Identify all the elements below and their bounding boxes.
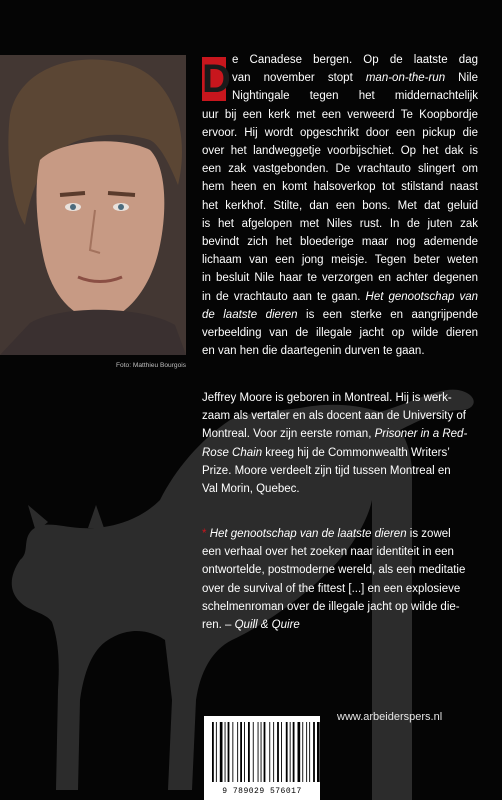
text-run: Nightingale tegen het middernachtelijk [232, 90, 478, 103]
text-run: over het landweggetje voorbijschiet. Op het dak is [202, 145, 478, 158]
text-line [202, 124, 478, 142]
text-run: is het afgelopen met Niles rust. In de juten zak [202, 217, 478, 230]
barcode-bar [302, 722, 303, 782]
publisher-website: www.arbeiderspers.nl [337, 711, 443, 723]
barcode-bar [313, 722, 315, 782]
text-line [202, 142, 478, 160]
text-line [202, 269, 478, 287]
text-line [202, 561, 484, 579]
text-line [202, 324, 478, 342]
text-run: e Canadese bergen. Op de laatste dag [232, 54, 478, 66]
text-line [202, 197, 478, 215]
book-blurb [202, 51, 478, 360]
barcode-bar [216, 722, 217, 782]
text-run: Montreal. Voor zijn eerste roman, [202, 428, 375, 441]
text-run: schelmenroman over de illegale jacht op wilde die- [202, 600, 460, 613]
text-line [202, 215, 478, 233]
text-run: ontwortelde, postmoderne wereld, als een meditatie [202, 564, 466, 577]
text-run: zaam als vertaler en als docent aan de University of [202, 410, 466, 423]
text-run: verbeelding van de illegale jacht op wilde dieren [202, 327, 478, 340]
text-line [202, 51, 478, 69]
italic-text: Het genootschap van [365, 290, 478, 303]
text-line [202, 598, 484, 616]
text-run: ren. – [202, 619, 235, 632]
text-run: bevindt zich het bloederige maar nog ademende [202, 236, 478, 249]
review-quote [202, 525, 484, 634]
barcode-bar [309, 722, 310, 782]
text-run: het kerkhof. Stilte, dan een bons. Met dat geluid [202, 199, 478, 212]
isbn-number: 9 789029 576017 [222, 787, 302, 796]
barcode-bar [244, 722, 245, 782]
barcode-bar [306, 722, 307, 782]
barcode-bar [220, 722, 223, 782]
barcode-bar [281, 722, 282, 782]
text-run: is een sterke en aangrijpende [297, 308, 478, 321]
italic-text: man-on-the-run [365, 72, 446, 85]
text-line [202, 288, 478, 306]
text-run: Nile [445, 72, 478, 85]
text-run: kreeg hij de Commonwealth Writers’ [262, 446, 450, 459]
text-run: Prize. Moore verdeelt zijn tijd tussen Montreal en [202, 464, 451, 477]
text-line [202, 580, 484, 598]
text-line [202, 444, 478, 462]
text-run: uur bij een kerk met een verweerd Te Koopbordje [202, 108, 478, 121]
text-run: is zowel [406, 528, 451, 540]
text-line [202, 407, 478, 425]
text-line [202, 342, 478, 360]
barcode-bar [286, 722, 288, 782]
barcode-bar [277, 722, 279, 782]
barcode-bar [253, 722, 254, 782]
barcode-bar [258, 722, 259, 782]
text-line [202, 233, 478, 251]
text-line [202, 616, 484, 634]
barcode-bar [240, 722, 242, 782]
text-line [202, 69, 478, 87]
barcode-bar [290, 722, 291, 782]
text-line [202, 87, 478, 105]
barcode-bar [264, 722, 266, 782]
text-line [202, 525, 484, 543]
barcode-bar [269, 722, 270, 782]
drop-cap: D [202, 57, 231, 101]
text-run: van november stopt [232, 72, 366, 85]
italic-text: Quill & Quire [234, 619, 300, 632]
barcode-bar [261, 722, 262, 782]
barcode-bar [273, 722, 274, 782]
text-line [202, 480, 478, 498]
text-line [202, 306, 478, 324]
asterisk-marker: * [202, 528, 207, 540]
barcode-bar [225, 722, 226, 782]
italic-text: de laatste dieren [202, 308, 298, 321]
italic-text: Het genootschap van de laatste dieren [209, 528, 407, 540]
text-line [202, 251, 478, 269]
text-line [202, 160, 478, 178]
text-run: in besluit Nile haar te verzorgen en achter degenen [202, 272, 478, 285]
barcode-bar [248, 722, 250, 782]
text-run: Val Morin, Quebec. [202, 483, 300, 496]
text-run: en van hen die daartegenin durven te gaan. [202, 345, 425, 358]
text-run: lichaam van een jong meisje. Tegen beter weten [202, 254, 478, 267]
text-line [202, 543, 484, 561]
text-line [202, 106, 478, 124]
photo-credit: Foto: Matthieu Bourgois [116, 362, 187, 369]
italic-text: Rose Chain [202, 446, 263, 459]
barcode-bar [298, 722, 301, 782]
barcode-bar [237, 722, 238, 782]
text-run: Jeffrey Moore is geboren in Montreal. Hij is werk- [202, 392, 452, 404]
text-run: over de survival of the fittest [...] en een explosieve [202, 582, 461, 595]
text-run: een zak vastgebonden. De vrachtauto slingert om [202, 163, 478, 176]
text-line [202, 462, 478, 480]
barcode-bar [232, 722, 233, 782]
text-run: een verhaal over het zoeken naar identiteit in een [202, 546, 454, 559]
text-run: hem heen en komt halsoverkop tot stilstand naast [202, 181, 478, 194]
barcode-bar [228, 722, 230, 782]
italic-text: Prisoner in a Red- [374, 428, 468, 441]
text-line [202, 389, 478, 407]
barcode-bar [317, 722, 320, 782]
author-photo [0, 55, 186, 355]
barcode-bar [293, 722, 295, 782]
text-line [202, 425, 478, 443]
text-run: in de vrachtauto aan te gaan. [202, 290, 366, 303]
author-portrait-image [0, 55, 186, 355]
text-line [202, 178, 478, 196]
text-run: ervoor. Hij wordt opgeschrikt door een pickup die [202, 126, 478, 139]
isbn-barcode [204, 716, 320, 800]
author-bio [202, 389, 478, 498]
barcode-bar [212, 722, 214, 782]
